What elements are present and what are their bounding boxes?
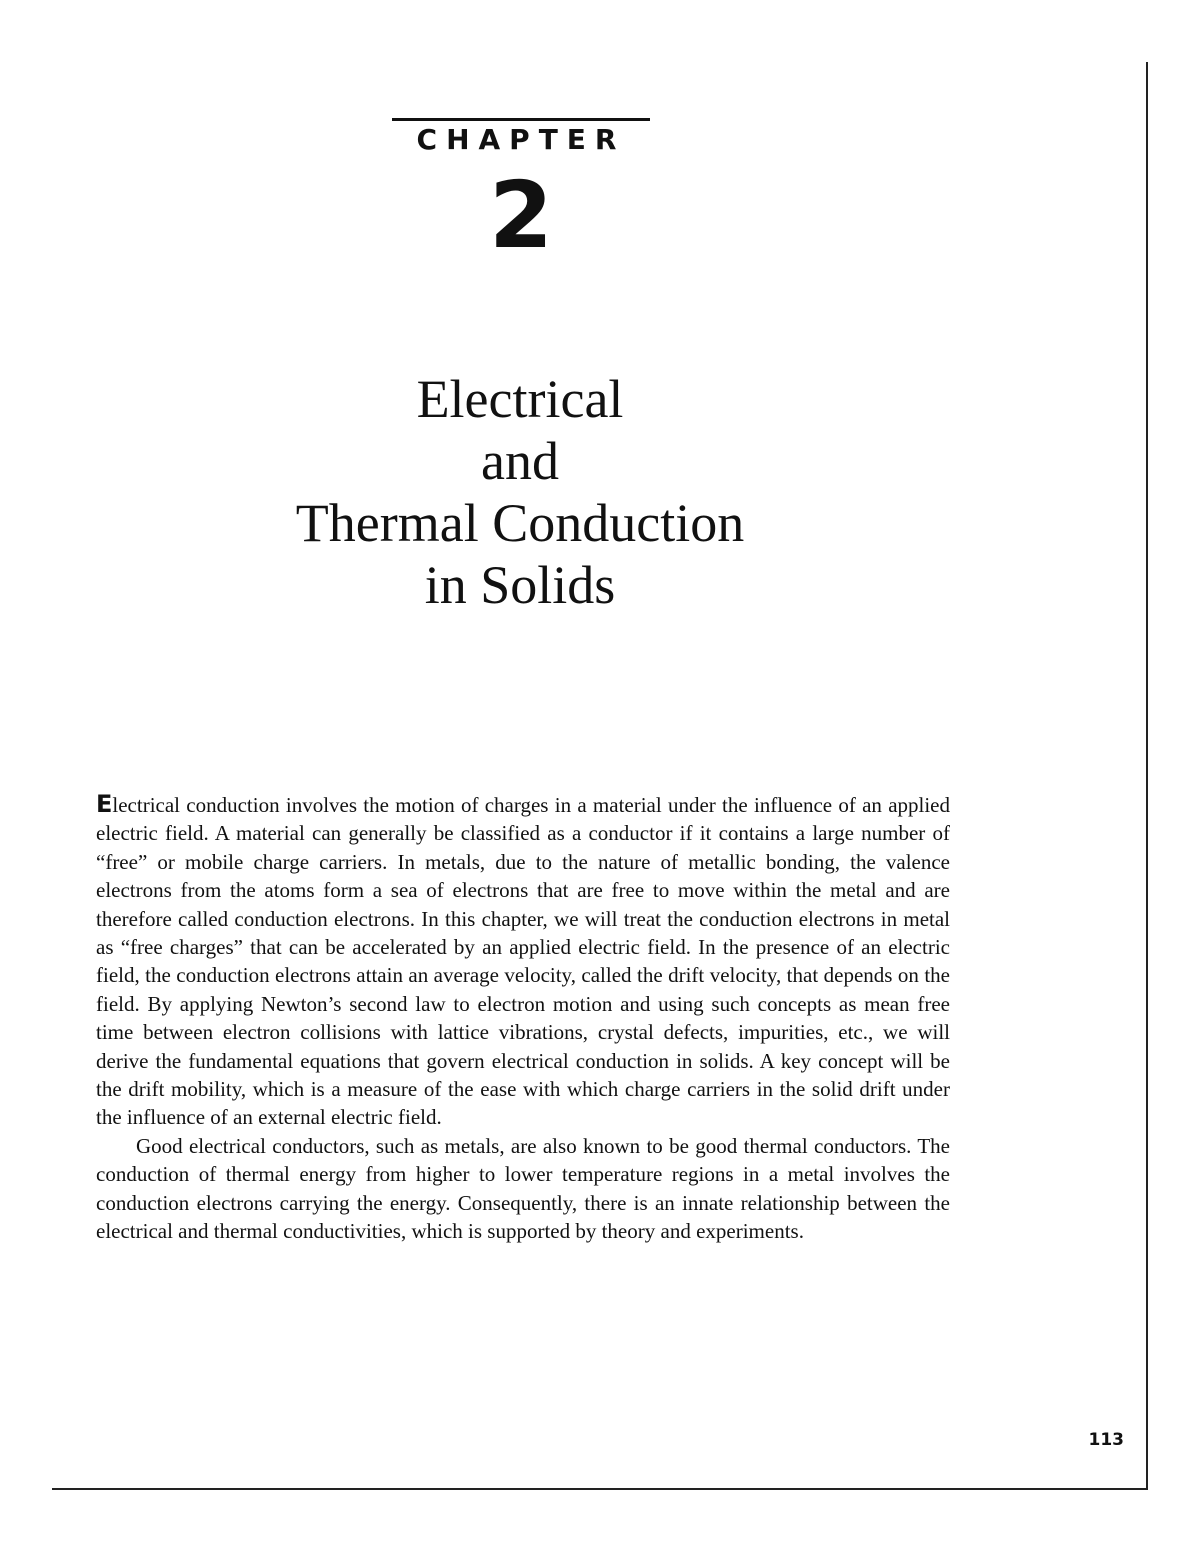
paragraph-2: Good electrical conductors, such as metals, are also known to be good thermal conductors. The conduction of thermal energy from higher to lower temperature regions in a metal involves the conduction electrons carrying the energy. Consequently, there is an innate relationship between the electrical and thermal conductivities, which is supported by theory and experiments. (96, 1133, 950, 1244)
paragraph-1 (96, 790, 950, 1132)
paragraph-1-text: lectrical conduction involves the motion of charges in a material under the influence of an applied electric field. A material can generally be classified as a conductor if it contains a large number of “free” or mobile charge carriers. In metals, due to the nature of metallic bonding, the valence electrons from the atoms form a sea of electrons that are free to move within the metal and are therefore called conduction electrons. In this chapter, we will treat the conduction electrons in metal as “free charges” that can be accelerated by an applied electric field. In the presence of an electric field, the conduction electrons attain an average velocity, called the drift velocity, that depends on the field. By applying Newton’s second law to electron motion and using such concepts as mean free time between electron collisions with lattice vibrations, crystal defects, impurities, etc., we will derive the fundamental equations that govern electrical conduction in solids. A key concept will be the drift mobility, which is a measure of the ease with which charge carriers in the solid drift under the influence of an external electric field. (96, 793, 950, 1130)
chapter-title-line-3: Thermal Conduction (295, 493, 745, 553)
chapter-label: CHAPTER (416, 123, 626, 156)
bottom-edge-rule (52, 1488, 1148, 1490)
chapter-title-line-4: in Solids (424, 555, 616, 615)
right-edge-rule (1146, 62, 1148, 1490)
chapter-title (200, 368, 840, 616)
page-number: 113 (1088, 1430, 1124, 1450)
chapter-heading-rule (392, 118, 650, 121)
chapter-number: 2 (488, 162, 553, 269)
chapter-title-line-2: and (481, 431, 559, 491)
chapter-title-line-1: Electrical (416, 369, 624, 429)
drop-cap: E (96, 790, 113, 818)
body-text (96, 790, 950, 1246)
